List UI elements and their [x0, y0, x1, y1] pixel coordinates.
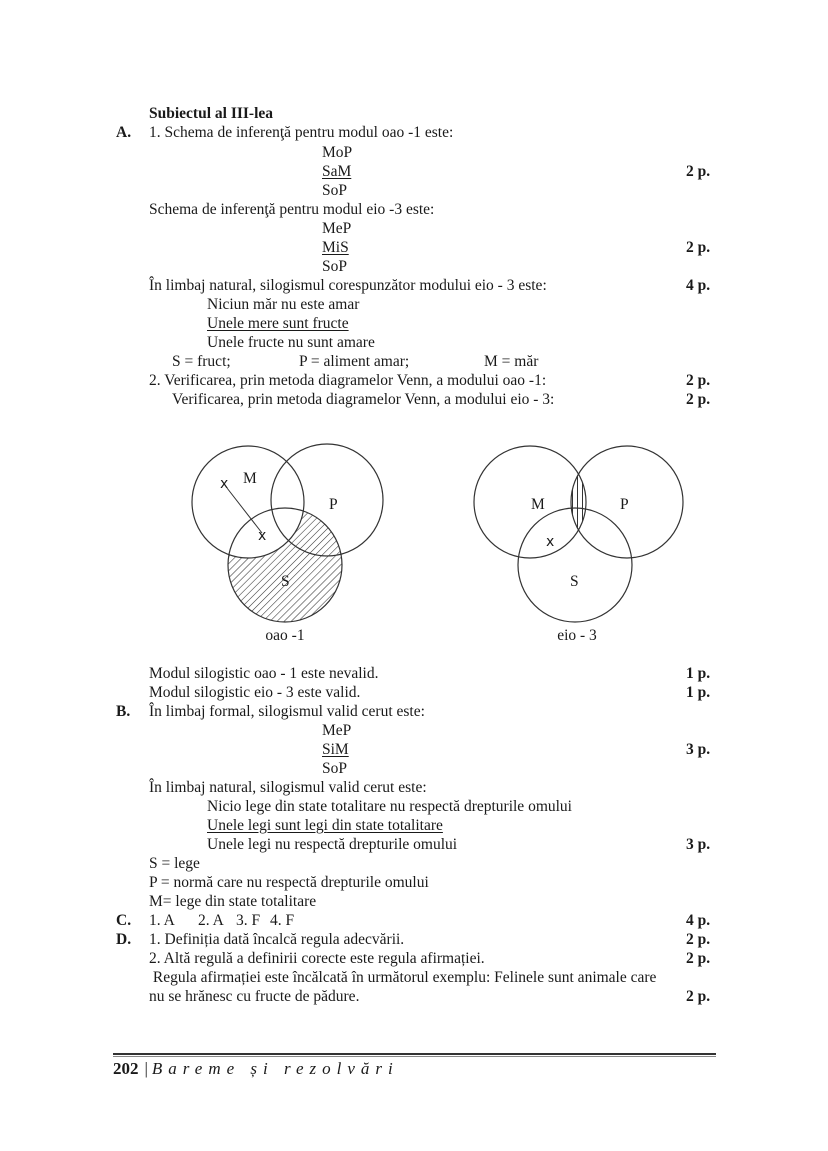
- section-b-label: B.: [116, 703, 131, 720]
- definition-line-1-points: 2 p.: [686, 931, 711, 948]
- formal-points: 3 p.: [686, 741, 711, 758]
- term-b-m: M= lege din state totalitare: [149, 893, 317, 910]
- oao-intro: 1. Schema de inferenţă pentru modul oao -1 este:: [149, 124, 454, 141]
- definition-line-2: 2. Altă regulă a definirii corecte este regula afirmației.: [149, 950, 485, 967]
- answer-4: 4. F: [270, 912, 295, 929]
- oao-points: 2 p.: [686, 163, 711, 180]
- eio-premise-major: MeP: [322, 220, 352, 237]
- answer-1: 1. A: [149, 912, 175, 929]
- section-heading: Subiectul al III-lea: [149, 105, 274, 122]
- venn-oao-caption: oao -1: [265, 627, 305, 644]
- venn-oao-mark-x1: x: [220, 476, 229, 492]
- venn-oao-mark-x2: x: [258, 528, 267, 544]
- footer-rule-thin: [113, 1056, 716, 1057]
- answer-3: 3. F: [236, 912, 261, 929]
- venn-oao-points: 2 p.: [686, 372, 711, 389]
- eio-intro: Schema de inferenţă pentru modul eio -3 este:: [149, 201, 435, 218]
- venn-eio-caption: eio - 3: [557, 627, 597, 644]
- formal-intro: În limbaj formal, silogismul valid cerut este:: [149, 703, 425, 720]
- term-b-s: S = lege: [149, 855, 200, 872]
- venn-verification-eio: Verificarea, prin metoda diagramelor Venn, a modului eio - 3:: [172, 391, 555, 408]
- natural-conclusion: Unele fructe nu sunt amare: [207, 334, 375, 351]
- definition-line-4: nu se hrănesc cu fructe de pădure.: [149, 988, 360, 1005]
- footer-rule: [113, 1053, 716, 1055]
- eio-conclusion: SoP: [322, 258, 347, 275]
- definition-line-4-points: 2 p.: [686, 988, 711, 1005]
- term-p: P = aliment amar;: [299, 353, 410, 370]
- eio-premise-minor: MiS: [322, 239, 349, 256]
- venn-oao-label-p: P: [329, 496, 338, 513]
- venn-eio-label-s: S: [570, 573, 579, 590]
- verdict-eio-points: 1 p.: [686, 684, 711, 701]
- natural-intro: În limbaj natural, silogismul corespunzător modului eio - 3 este:: [149, 277, 547, 294]
- definition-line-3: Regula afirmației este încălcată în următorul exemplu: Felinele sunt animale care: [149, 969, 657, 986]
- venn-oao-label-s: S: [281, 573, 290, 590]
- venn-eio-points: 2 p.: [686, 391, 711, 408]
- term-s: S = fruct;: [172, 353, 231, 370]
- venn-eio-label-p: P: [620, 496, 629, 513]
- natural-premise-minor: Unele mere sunt fructe: [207, 315, 349, 332]
- circle-m: [474, 446, 586, 558]
- definition-line-1: 1. Definiția dată încalcă regula adecvării.: [149, 931, 405, 948]
- verdict-eio: Modul silogistic eio - 3 este valid.: [149, 684, 361, 701]
- footer-title: Bareme și rezolvări: [151, 1059, 399, 1078]
- section-d-label: D.: [116, 931, 132, 948]
- formal-premise-minor: SiM: [322, 741, 349, 758]
- verdict-oao: Modul silogistic oao - 1 este nevalid.: [149, 665, 379, 682]
- formal-premise-major: MeP: [322, 722, 352, 739]
- venn-eio-mark-x: x: [546, 534, 555, 550]
- venn-verification-oao: 2. Verificarea, prin metoda diagramelor Venn, a modului oao -1:: [149, 372, 547, 389]
- natural-b-points: 3 p.: [686, 836, 711, 853]
- venn-oao-label-m: M: [243, 470, 257, 487]
- natural-b-conclusion: Unele legi nu respectă drepturile omului: [207, 836, 458, 853]
- venn-diagram-eio: [470, 440, 690, 625]
- natural-b-premise-minor: Unele legi sunt legi din state totalitare: [207, 817, 443, 834]
- oao-conclusion: SoP: [322, 182, 347, 199]
- venn-diagram-oao: [180, 440, 400, 625]
- answer-2: 2. A: [198, 912, 224, 929]
- formal-conclusion: SoP: [322, 760, 347, 777]
- term-b-p: P = normă care nu respectă drepturile omului: [149, 874, 429, 891]
- definition-line-2-points: 2 p.: [686, 950, 711, 967]
- term-m: M = măr: [484, 353, 539, 370]
- venn-eio-label-m: M: [531, 496, 545, 513]
- natural-b-intro: În limbaj natural, silogismul valid cerut este:: [149, 779, 427, 796]
- oao-premise-major: MoP: [322, 144, 353, 161]
- section-c-points: 4 p.: [686, 912, 711, 929]
- section-c-label: C.: [116, 912, 132, 929]
- circle-s: [518, 508, 632, 622]
- footer-separator: |: [144, 1059, 148, 1078]
- section-a-label: A.: [116, 124, 132, 141]
- page-number: 202: [113, 1059, 139, 1078]
- natural-b-premise-major: Nicio lege din state totalitare nu respectă drepturile omului: [207, 798, 572, 815]
- eio-points: 2 p.: [686, 239, 711, 256]
- natural-points: 4 p.: [686, 277, 711, 294]
- natural-premise-major: Niciun măr nu este amar: [207, 296, 360, 313]
- verdict-oao-points: 1 p.: [686, 665, 711, 682]
- page-footer: [113, 1058, 399, 1080]
- oao-premise-minor: SaM: [322, 163, 352, 180]
